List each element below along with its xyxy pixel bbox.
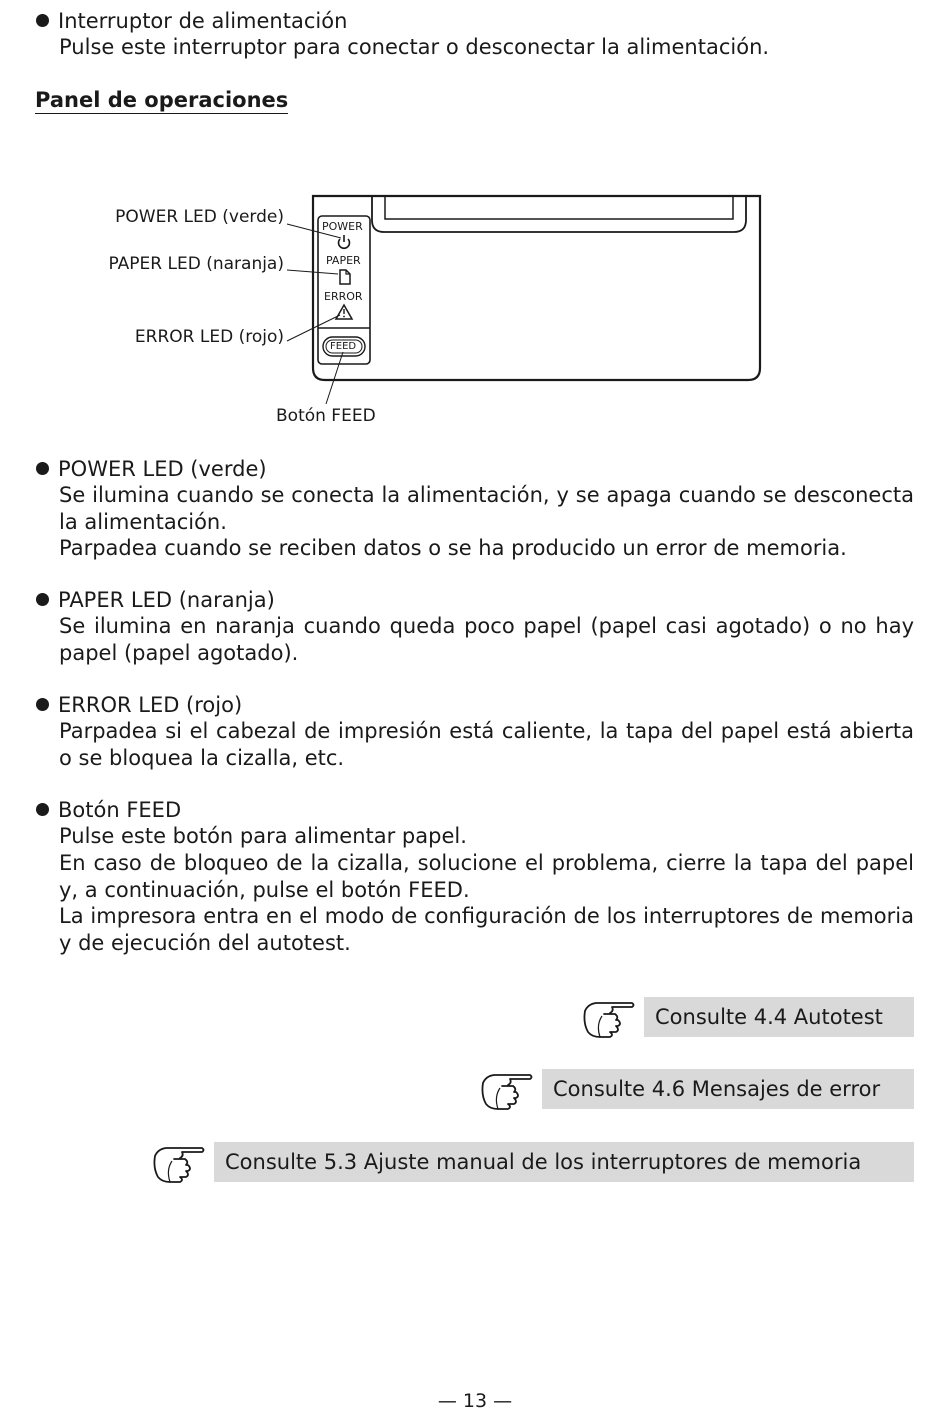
device-power-text: POWER: [322, 220, 363, 233]
power-switch-title: Interruptor de alimentación: [58, 9, 348, 33]
item-desc: Se ilumina cuando se conecta la alimentación, y se apaga cuando se desconecta la alimentación.: [59, 483, 914, 534]
bullet-icon: [36, 462, 49, 475]
item-desc: En caso de bloqueo de la cizalla, solucione el problema, cierre la tapa del papel y, a continuación, pulse el botón FEED.: [59, 851, 914, 902]
device-feed-text: FEED: [330, 341, 357, 352]
reference-link[interactable]: Consulte 4.6 Mensajes de error: [542, 1069, 914, 1109]
pointing-hand-icon: [152, 1142, 208, 1184]
section-title: Panel de operaciones: [35, 88, 289, 112]
item-heading: [36, 797, 181, 823]
item-heading: [36, 587, 275, 613]
bullet-icon: [36, 593, 49, 606]
device-paper-text: PAPER: [326, 254, 361, 267]
power-icon: [339, 235, 350, 248]
item-desc: Parpadea si el cabezal de impresión está caliente, la tapa del papel está abierta o se bloquea la cizalla, etc.: [59, 719, 914, 770]
pointing-hand-icon: [480, 1069, 536, 1111]
reference-link[interactable]: Consulte 4.4 Autotest: [644, 997, 914, 1037]
pointing-hand-icon: [582, 997, 638, 1039]
callout-error-led: ERROR LED (rojo): [134, 327, 284, 347]
bullet-icon: [36, 698, 49, 711]
warning-icon: [336, 305, 352, 319]
callout-power-led: POWER LED (verde): [115, 207, 284, 227]
item-desc: Parpadea cuando se reciben datos o se ha producido un error de memoria.: [59, 536, 847, 560]
item-heading: [36, 456, 267, 482]
item-title: ERROR LED (rojo): [58, 693, 243, 717]
power-switch-desc: Pulse este interruptor para conectar o desconectar la alimentación.: [59, 35, 770, 59]
item-title: PAPER LED (naranja): [58, 588, 275, 612]
paper-icon: [340, 270, 350, 284]
item-title: Botón FEED: [58, 798, 182, 822]
reference-link[interactable]: Consulte 5.3 Ajuste manual de los interruptores de memoria: [214, 1142, 914, 1182]
item-desc: Pulse este botón para alimentar papel.: [59, 824, 467, 848]
item-heading: [36, 692, 242, 718]
callout-paper-led: PAPER LED (naranja): [108, 254, 284, 274]
item-desc: La impresora entra en el modo de configuración de los interruptores de memoria y de ejecución del autotest.: [59, 904, 914, 955]
device-error-text: ERROR: [324, 290, 363, 303]
operation-panel-diagram: [0, 0, 950, 440]
bullet-icon: [36, 803, 49, 816]
callout-feed-button: Botón FEED: [276, 406, 376, 426]
item-title: POWER LED (verde): [58, 457, 267, 481]
page-number: — 13 —: [437, 1390, 513, 1412]
item-desc: Se ilumina en naranja cuando queda poco papel (papel casi agotado) o no hay papel (papel agotado).: [59, 614, 914, 665]
